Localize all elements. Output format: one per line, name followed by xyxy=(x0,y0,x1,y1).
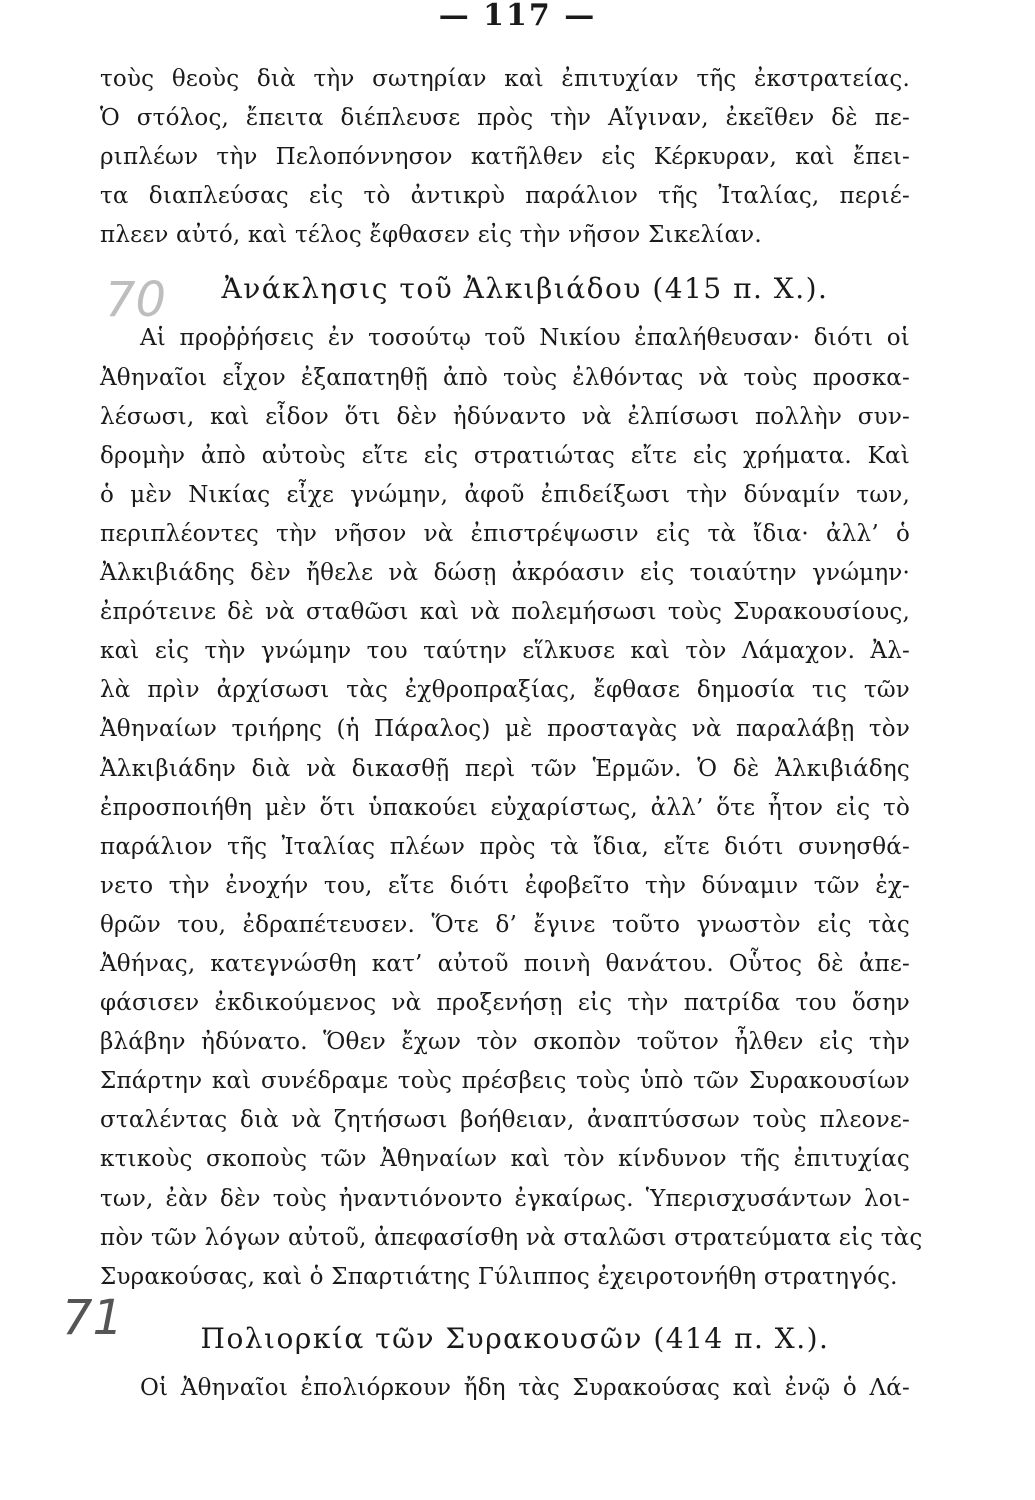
text-line: Οἱ Ἀθηναῖοι ἐπολιόρκουν ἤδη τὰς Συρακούσας καὶ ἐνῷ ὁ Λά- xyxy=(140,1374,910,1401)
text-line: θρῶν του, ἐδραπέτευσεν. Ὅτε δ’ ἔγινε τοῦτο γνωστὸν εἰς τὰς xyxy=(100,911,910,938)
section-heading: Ἀνάκλησις τοῦ Ἀλκιβιάδου (415 π. Χ.). xyxy=(221,272,829,306)
text-line: Ἀθήνας, κατεγνώσθη κατ’ αὐτοῦ ποινὴ θανάτου. Οὗτος δὲ ἀπε- xyxy=(100,950,910,977)
text-line: πὸν τῶν λόγων αὐτοῦ, ἀπεφασίσθη νὰ σταλῶσι στρατεύματα εἰς τὰς xyxy=(100,1224,923,1251)
text-line: δρομὴν ἀπὸ αὐτοὺς εἴτε εἰς στρατιώτας εἴτε εἰς χρήματα. Καὶ xyxy=(100,442,910,469)
text-line: σταλέντας διὰ νὰ ζητήσωσι βοήθειαν, ἀναπτύσσων τοὺς πλεονε- xyxy=(100,1107,910,1134)
text-line: φάσισεν ἐκδικούμενος νὰ προξενήσῃ εἰς τὴν πατρίδα του ὅσην xyxy=(100,990,910,1017)
text-line: νετο τὴν ἐνοχήν του, εἴτε διότι ἐφοβεῖτο τὴν δύναμιν τῶν ἐχ- xyxy=(100,872,910,899)
text-line: Ἀθηναῖοι εἶχον ἐξαπατηθῇ ἀπὸ τοὺς ἐλθόντας νὰ τοὺς προσκα- xyxy=(100,364,910,391)
page-body xyxy=(100,60,923,1408)
text-line: ἐπροσποιήθη μὲν ὅτι ὑπακούει εὐχαρίστως, ἀλλ’ ὅτε ἦτον εἰς τὸ xyxy=(100,794,910,821)
paragraph xyxy=(100,1369,910,1408)
text-line: Ὁ στόλος, ἔπειτα διέπλευσε πρὸς τὴν Αἴγιναν, ἐκεῖθεν δὲ πε- xyxy=(100,105,910,132)
text-line: Συρακούσας, καὶ ὁ Σπαρτιάτης Γύλιππος ἐχειροτονήθη στρατηγός. xyxy=(100,1263,898,1290)
text-line: Ἀλκιβιάδης δὲν ἤθελε νὰ δώσῃ ἀκρόασιν εἰς τοιαύτην γνώμην· xyxy=(100,560,910,587)
text-line: των, ἐὰν δὲν τοὺς ἠναντιόνοντο ἐγκαίρως. Ὑπερισχυσάντων λοι- xyxy=(100,1185,910,1212)
paragraph xyxy=(100,319,923,1296)
margin-note-handwritten: 70 xyxy=(105,272,167,328)
text-line: καὶ εἰς τὴν γνώμην του ταύτην εἵλκυσε καὶ τὸν Λάμαχον. Ἀλ- xyxy=(100,638,910,665)
text-line: περιπλέοντες τὴν νῆσον νὰ ἐπιστρέψωσιν εἰς τὰ ἴδια· ἀλλ’ ὁ xyxy=(100,520,910,547)
text-line: τοὺς θεοὺς διὰ τὴν σωτηρίαν καὶ ἐπιτυχίαν τῆς ἐκστρατείας. xyxy=(100,66,910,92)
section-heading: Πολιορκία τῶν Συρακουσῶν (414 π. Χ.). xyxy=(200,1321,830,1355)
margin-note-handwritten: 71 xyxy=(62,1290,124,1346)
text-line: παράλιον τῆς Ἰταλίας πλέων πρὸς τὰ ἴδια, εἴτε διότι συνησθά- xyxy=(100,833,910,860)
text-line: Ἀθηναίων τριήρης (ἡ Πάραλος) μὲ προσταγὰς νὰ παραλάβῃ τὸν xyxy=(100,716,910,743)
page-number: — 117 — xyxy=(438,0,597,33)
text-line: Αἱ προῤῥήσεις ἐν τοσούτῳ τοῦ Νικίου ἐπαλήθευσαν· διότι οἱ xyxy=(140,325,910,352)
text-line: ἐπρότεινε δὲ νὰ σταθῶσι καὶ νὰ πολεμήσωσι τοὺς Συρακουσίους, xyxy=(100,599,910,626)
text-line: πλεεν αὐτό, καὶ τέλος ἔφθασεν εἰς τὴν νῆσον Σικελίαν. xyxy=(100,222,762,249)
text-line: ὁ μὲν Νικίας εἶχε γνώμην, ἀφοῦ ἐπιδείξωσι τὴν δύναμίν των, xyxy=(100,481,910,508)
text-line: Σπάρτην καὶ συνέδραμε τοὺς πρέσβεις τοὺς ὑπὸ τῶν Συρακουσίων xyxy=(100,1068,910,1095)
text-line: λὰ πρὶν ἀρχίσωσι τὰς ἐχθροπραξίας, ἔφθασε δημοσία τις τῶν xyxy=(100,677,910,704)
text-line: λέσωσι, καὶ εἶδον ὅτι δὲν ἠδύναντο νὰ ἐλπίσωσι πολλὴν συν- xyxy=(100,403,910,430)
text-line: Ἀλκιβιάδην διὰ νὰ δικασθῇ περὶ τῶν Ἑρμῶν. Ὁ δὲ Ἀλκιβιάδης xyxy=(100,755,910,782)
text-line: κτικοὺς σκοποὺς τῶν Ἀθηναίων καὶ τὸν κίνδυνον τῆς ἐπιτυχίας xyxy=(100,1146,910,1173)
text-line: βλάβην ἠδύνατο. Ὅθεν ἔχων τὸν σκοπὸν τοῦτον ἦλθεν εἰς τὴν xyxy=(100,1029,910,1056)
paragraph xyxy=(100,60,910,255)
text-line: ριπλέων τὴν Πελοπόννησον κατῆλθεν εἰς Κέρκυραν, καὶ ἔπει- xyxy=(100,144,910,171)
text-line: τα διαπλεύσας εἰς τὸ ἀντικρὺ παράλιον τῆς Ἰταλίας, περιέ- xyxy=(100,183,910,210)
